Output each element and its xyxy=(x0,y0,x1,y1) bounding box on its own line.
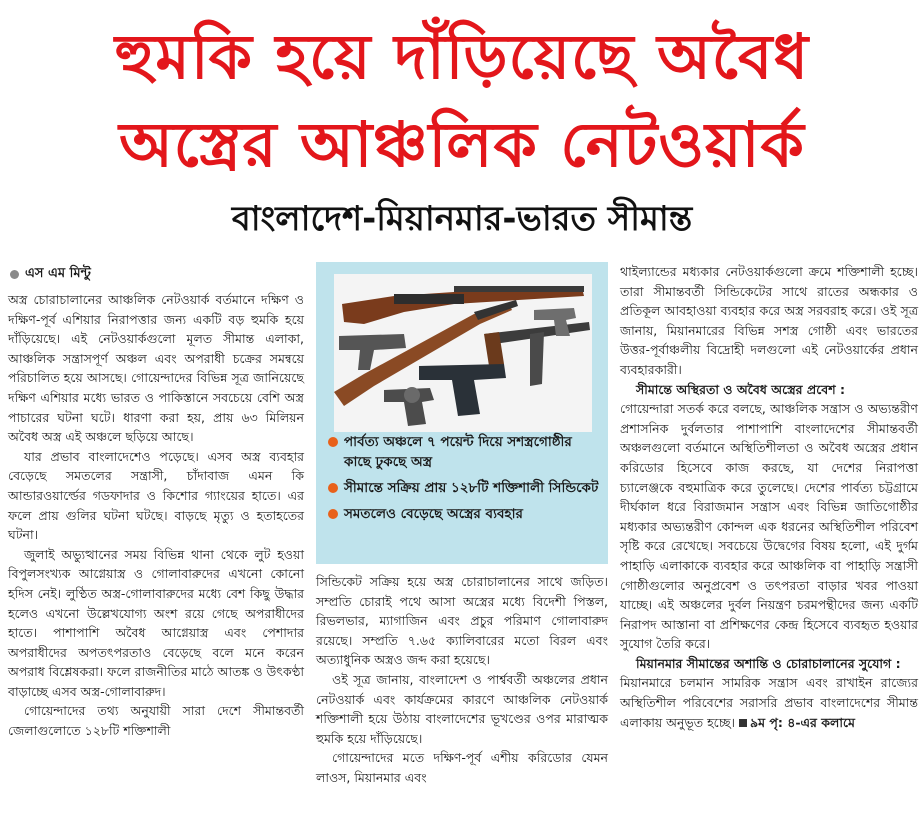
guns-photo xyxy=(334,274,592,432)
continued-note[interactable] xyxy=(739,715,855,730)
info-bullet-item xyxy=(328,504,602,524)
col2-paragraph-1: সিন্ডিকেট সক্রিয় হয়ে অস্ত্র চোরাচালানের সাথে জড়িত। সম্প্রতি চোরাই পথে আসা অস্ত্রের মধ্যে বিদেশী পিস্তল, রিভলভার, ম্যাগাজিন এবং প্রচুর পরিমাণ গোলাবারুদ রয়েছে। সম্প্রতি ৭.৬৫ ক্যালিবারের মতো বিরল এবং অত্যাধুনিক অস্ত্রও জব্দ করা হয়েছে। xyxy=(316,574,608,668)
byline-bullet-icon xyxy=(10,270,19,279)
info-box xyxy=(316,262,608,564)
orange-bullet-icon xyxy=(328,483,338,493)
square-marker-icon xyxy=(739,719,747,727)
info-bullet-text: পার্বত্য অঞ্চলে ৭ পয়েন্ট দিয়ে সশস্ত্রগোষ্ঠীর কাছে ঢুকছে অস্ত্র xyxy=(344,434,572,470)
col2-paragraph-2: ওই সূত্র জানায়, বাংলাদেশ ও পার্শ্ববর্তী অঞ্চলের প্রধান নেটওয়ার্ক এবং কার্যক্রমের কারণে আঞ্চলিক নেটওয়ার্ক শক্তিশালী হয়ে উঠায় বাংলাদেশের ভূখণ্ডের ওপর মারাত্মক হুমকি হয়ে দাঁড়িয়েছে। xyxy=(316,671,608,746)
article-column-2 xyxy=(316,572,608,788)
continued-text[interactable]: ৯ম পৃ: ৪-এর কলামে xyxy=(750,714,855,730)
info-bullet-item xyxy=(328,432,602,472)
headline-line-1: হুমকি হয়ে দাঁড়িয়েছে অবৈধ xyxy=(114,20,810,93)
article-column-3 xyxy=(620,262,918,732)
col3-subheading-1: সীমান্তে অস্থিরতা ও অবৈধ অস্ত্রের প্রবেশ : xyxy=(636,381,845,397)
article-column-1 xyxy=(8,290,304,741)
col1-paragraph-3: জুলাই অভ্যুত্থানের সময় বিভিন্ন থানা থেকে লুট হওয়া বিপুলসংখ্যক আগ্নেয়াস্ত্র ও গোলাবারুদের এখনো কোনো হদিস নেই। লুণ্ঠিত অস্ত্র-গোলাবারুদের মধ্যে বেশ কিছু উদ্ধার হলেও এখনো উল্লেখযোগ্য অংশ রয়ে গেছে অপরাধীদের হাতে। পাশাপাশি অবৈধ আগ্নেয়াস্ত্র এবং পেশাদার অপরাধীদের অপতৎপরতাও বেড়েছে বলে মনে করেন অপরাধ বিশ্লেষকরা। ফলে রাজনীতির মাঠে আতঙ্ক ও উৎকণ্ঠা বাড়াচ্ছে এসব অস্ত্র-গোলাবারুদ। xyxy=(8,546,304,699)
col3-subheading-2: মিয়ানমার সীমান্তের অশান্তি ও চোরাচালানের সুযোগ : xyxy=(636,655,901,671)
col3-paragraph-1: থাইল্যান্ডের মধ্যকার নেটওয়ার্কগুলো ক্রমে শক্তিশালী হচ্ছে। তারা সীমান্তবর্তী সিন্ডিকেটের সাথে রাতের অন্ধকার ও প্রতিকূল আবহাওয়া ব্যবহার করে অস্ত্র সরবরাহ করে। ওই সূত্র জানায়, মিয়ানমারের বিভিন্ন সশস্ত্র গোষ্ঠী এবং ভারতের উত্তর-পূর্বাঞ্চলীয় বিদ্রোহী দলগুলো এই নেটওয়ার্কের প্রধান ব্যবহারকারী। xyxy=(620,264,918,377)
col1-paragraph-4: গোয়েন্দাদের তথ্য অনুযায়ী সারা দেশে সীমান্তবর্তী জেলাগুলোতে ১২৮টি শক্তিশালী xyxy=(8,703,304,739)
info-bullets xyxy=(328,432,602,530)
guns-illustration-icon xyxy=(334,274,592,432)
info-bullet-text: সীমান্তে সক্রিয় প্রায় ১২৮টি শক্তিশালী সিন্ডিকেট xyxy=(344,480,599,496)
col3-paragraph-3 xyxy=(620,673,918,732)
info-bullet-text: সমতলেও বেড়েছে অস্ত্রের ব্যবহার xyxy=(344,506,523,522)
orange-bullet-icon xyxy=(328,437,338,447)
col3-paragraph-2: গোয়েন্দারা সতর্ক করে বলছে, আঞ্চলিক সন্ত্রাস ও অভ্যন্তরীণ প্রশাসনিক দুর্বলতার পাশাপাশি বাংলাদেশের সীমান্তবর্তী অঞ্চলগুলো বর্তমানে অস্থিতিশীলতা ও অবৈধ অস্ত্রের প্রধান করিডোর হিসেবে কাজ করছে, যা দেশের নিরাপত্তা চ্যালেঞ্জকে বহুমাত্রিক করে তুলেছে। দেশের পার্বত্য চট্টগ্রামে দীর্ঘকাল ধরে বিরাজমান সন্ত্রাস এবং বিভিন্ন জাতিগোষ্ঠীর মধ্যকার অভ্যন্তরীণ কোন্দল এক ধরনের অস্থিতিশীল পরিবেশ সৃষ্টি করে রেখেছে। সবচেয়ে উদ্বেগের বিষয় হলো, এই দুর্গম পাহাড়ি এলাকাকে ব্যবহার করে আঞ্চলিক বা পাহাড়ি সন্ত্রাসী গোষ্ঠীগুলোর অনুপ্রবেশ ও তৎপরতা বাড়ার খবর পাওয়া যাচ্ছে। এই অঞ্চলের দুর্বল নিয়ন্ত্রণ চরমপন্থীদের জন্য একটি নিরাপদ আস্তানা বা প্রশিক্ষণের কেন্দ্র হিসেবে ব্যবহৃত হওয়ার সুযোগ তৈরি করে। xyxy=(620,401,918,652)
info-bullet-item xyxy=(328,478,602,498)
byline xyxy=(10,264,91,285)
orange-bullet-icon xyxy=(328,509,338,519)
subheadline: বাংলাদেশ-মিয়ানমার-ভারত সীমান্ত xyxy=(231,199,693,239)
col1-paragraph-1: অস্ত্র চোরাচালানের আঞ্চলিক নেটওয়ার্ক বর্তমানে দক্ষিণ ও দক্ষিণ-পূর্ব এশিয়ার নিরাপত্তার জন্য একটি বড় হুমকি হয়ে দাঁড়িয়েছে। এই নেটওয়ার্কগুলো মূলত সীমান্ত এলাকা, আঞ্চলিক সন্ত্রাসপূর্ণ অঞ্চল এবং অপরাধী চক্রের সমন্বয়ে পরিচালিত হয়ে আসছে। গোয়েন্দাদের বিভিন্ন সূত্র জানিয়েছে দক্ষিণ এশিয়ার মধ্যে ভারত ও পাকিস্তানে সবচেয়ে বেশি অস্ত্র পাচারের ঘটনা ঘটে। ধারণা করা হয়, প্রায় ৬৩ মিলিয়ন অবৈধ অস্ত্র এই অঞ্চলে ছড়িয়ে আছে। xyxy=(8,292,304,445)
col3-paragraph-3-text: মিয়ানমারে চলমান সামরিক সন্ত্রাস এবং রাখাইন রাজ্যের অস্থিতিশীল পরিবেশের সরাসরি প্রভাব বাংলাদেশের সীমান্ত এলাকায় অনুভূত হচ্ছে। xyxy=(620,675,918,730)
headline-line-2: অস্ত্রের আঞ্চলিক নেটওয়ার্ক xyxy=(119,108,805,181)
col2-paragraph-3: গোয়েন্দাদের মতে দক্ষিণ-পূর্ব এশীয় করিডোর যেমন লাওস, মিয়ানমার এবং xyxy=(316,750,608,785)
col1-paragraph-2: যার প্রভাব বাংলাদেশেও পড়েছে। এসব অস্ত্র ব্যবহার বেড়েছে সমতলের সন্ত্রাসী, চাঁদাবাজ এমন কি আন্ডারওয়ার্ল্ডের গডফাদার ও কিশোর গ্যাংয়ের হাতে। এর ফলে প্রায় গুলির ঘটনা ঘটছে। বাড়ছে মৃত্যু ও হতাহতের ঘটনা। xyxy=(8,448,304,543)
byline-author: এস এম মিন্টু xyxy=(25,266,91,281)
